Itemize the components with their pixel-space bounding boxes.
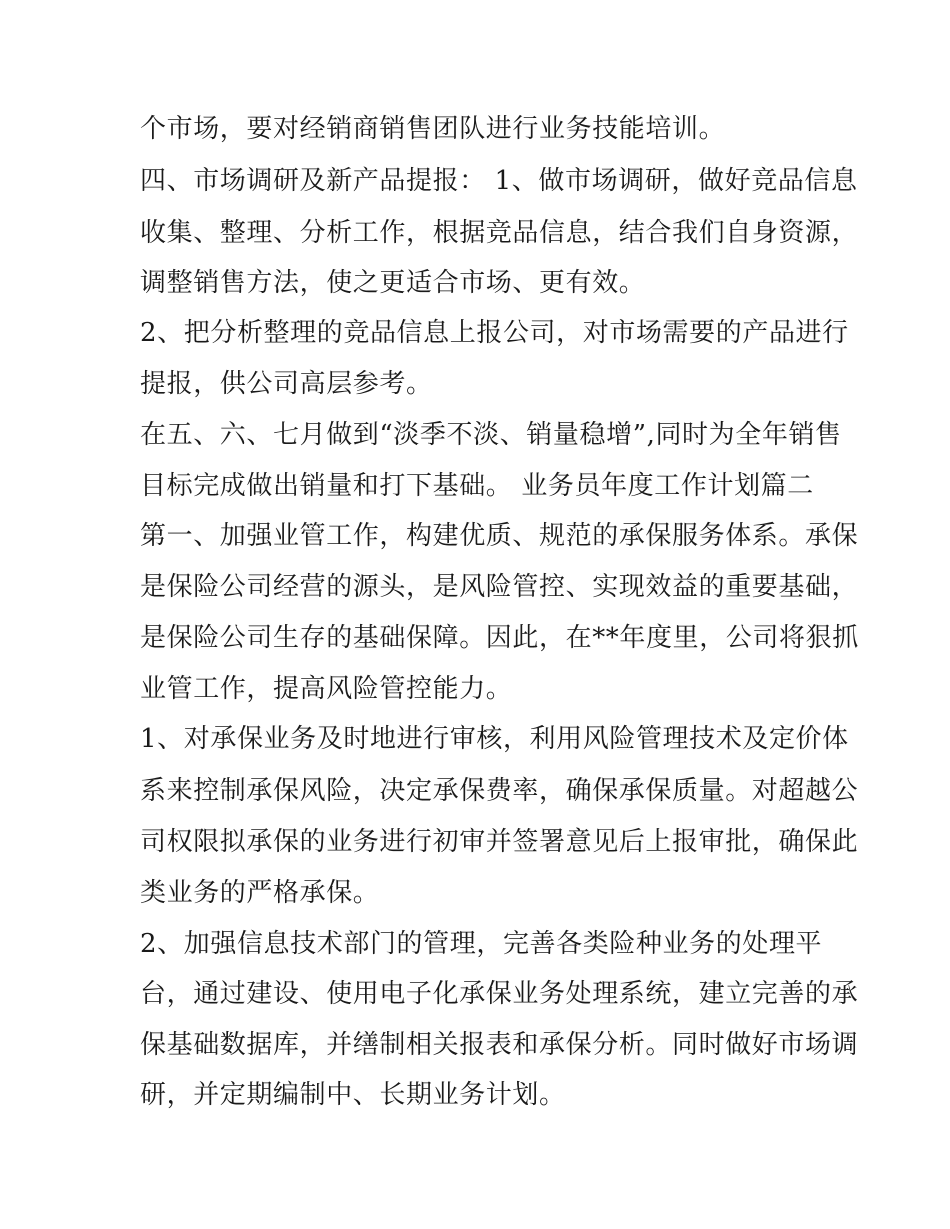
text-line-16: 类业务的严格承保。: [140, 878, 380, 908]
text-line-7: 在五、六、七月做到“淡季不淡、销量稳增”,同时为全年销售: [140, 420, 842, 450]
text-line-1: 个市场，要对经销商销售团队进行业务技能培训。: [140, 114, 726, 144]
text-line-2: 四、市场调研及新产品提报： 1、做市场调研，做好竞品信息: [140, 166, 858, 196]
text-line-11: 是保险公司生存的基础保障。因此，在**年度里，公司将狠抓: [140, 623, 859, 653]
text-line-18: 台，通过建设、使用电子化承保业务处理系统，建立完善的承: [140, 979, 859, 1009]
text-line-14: 系来控制承保风险，决定承保费率，确保承保质量。对超越公: [140, 776, 859, 806]
text-line-19: 保基础数据库，并缮制相关报表和承保分析。同时做好市场调: [140, 1030, 859, 1060]
text-line-10: 是保险公司经营的源头，是风险管控、实现效益的重要基础，: [140, 572, 859, 602]
text-line-20: 研，并定期编制中、长期业务计划。: [140, 1080, 566, 1110]
text-line-13: 1、对承保业务及时地进行审核，利用风险管理技术及定价体: [140, 724, 849, 754]
text-line-3: 收集、整理、分析工作，根据竞品信息，结合我们自身资源，: [140, 218, 859, 248]
text-line-12: 业管工作，提高风险管控能力。: [140, 674, 513, 704]
text-line-15: 司权限拟承保的业务进行初审并签署意见后上报审批，确保此: [140, 827, 859, 857]
text-line-5: 2、把分析整理的竞品信息上报公司，对市场需要的产品进行: [140, 318, 849, 348]
text-line-8: 目标完成做出销量和打下基础。 业务员年度工作计划篇二: [140, 471, 814, 501]
text-line-17: 2、加强信息技术部门的管理，完善各类险种业务的处理平: [140, 929, 823, 959]
text-line-4: 调整销售方法，使之更适合市场、更有效。: [140, 268, 646, 298]
text-line-6: 提报，供公司高层参考。: [140, 369, 433, 399]
text-line-9: 第一、加强业管工作，构建优质、规范的承保服务体系。承保: [140, 521, 859, 551]
